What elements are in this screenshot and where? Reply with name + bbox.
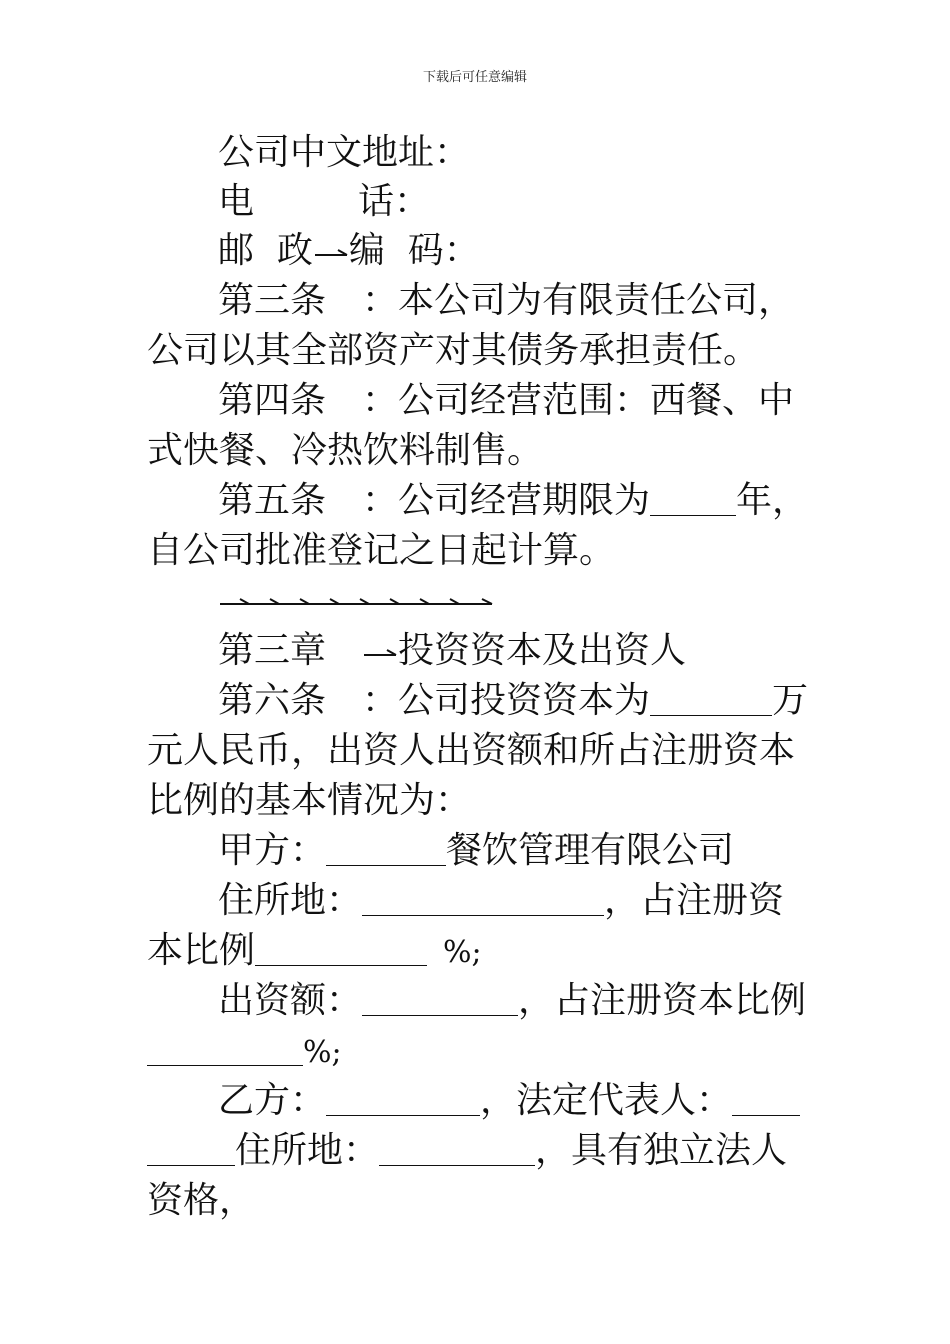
article-4-line-1 <box>218 381 808 421</box>
article-5-line-1 <box>218 481 808 521</box>
party-b-qualification-line <box>147 1181 807 1221</box>
article-4-text-2: 式快餐、冷热饮料制售。 <box>147 430 544 471</box>
article-3-text-1: ：本公司为有限责任公司， <box>362 280 795 321</box>
chapter-3-title <box>218 631 808 671</box>
term-years-blank <box>650 514 736 516</box>
article-4-text-1: ：公司经营范围：西餐、中 <box>362 380 795 421</box>
telephone-label-1: 电 <box>218 181 255 222</box>
telephone-line <box>218 182 808 222</box>
article-4-heading: 第四条 <box>218 380 327 421</box>
party-b-qualification-text: ，具有独立法人 <box>535 1130 788 1171</box>
contribution-ratio-blank <box>147 1064 303 1066</box>
article-4-line-2 <box>147 431 807 471</box>
article-5-text-2: 自公司批准登记之日起计算。 <box>147 530 616 571</box>
contribution-ratio-label: ，占注册资本比例 <box>518 980 807 1021</box>
article-5-heading: 第五条 <box>218 480 327 521</box>
article-3-heading: 第三条 <box>218 280 327 321</box>
article-3-text-2: 公司以其全部资产对其债务承担责任。 <box>147 330 760 371</box>
party-a-address-label: 住所地： <box>218 880 363 921</box>
company-address-line <box>218 133 808 173</box>
article-3-line-1 <box>218 281 808 321</box>
contribution-ratio-line <box>147 1031 807 1073</box>
legal-representative-blank-cont <box>147 1164 235 1166</box>
company-address-label: 公司中文地址： <box>218 132 471 173</box>
party-a-ratio-line <box>147 931 807 973</box>
party-b-name-blank <box>326 1114 480 1116</box>
party-b-qualification-end: 资格， <box>147 1180 256 1221</box>
party-a-ratio-label: 本比例 <box>147 930 256 971</box>
contribution-label: 出资额： <box>218 980 363 1021</box>
party-a-label: 甲方： <box>218 830 327 871</box>
party-b-address-blank <box>379 1164 535 1166</box>
article-6-line-2 <box>147 731 807 771</box>
contribution-ratio-percent: %; <box>303 1035 342 1070</box>
contribution-amount-blank <box>362 1014 518 1016</box>
article-6-text-2: 元人民币，出资人出资额和所占注册资本 <box>147 730 796 771</box>
party-a-address-blank <box>362 914 604 916</box>
article-5-text-1: ：公司经营期限为 <box>362 480 651 521</box>
postal-label-1: 邮 政 <box>218 230 313 271</box>
arrow-divider-icon <box>218 594 498 610</box>
capital-amount-blank <box>650 714 772 716</box>
party-b-label: 乙方： <box>218 1080 327 1121</box>
article-6-heading: 第六条 <box>218 680 327 721</box>
legal-representative-blank <box>732 1114 800 1116</box>
article-6-line-1 <box>218 681 808 721</box>
article-6-text-3: 比例的基本情况为： <box>147 780 472 821</box>
arrow-icon <box>362 646 398 660</box>
party-a-contribution-line <box>218 981 808 1021</box>
party-b-address-line <box>147 1131 807 1171</box>
legal-representative-label: ，法定代表人： <box>480 1080 733 1121</box>
article-5-line-2 <box>147 531 807 571</box>
party-b-address-label: 住所地： <box>235 1130 380 1171</box>
party-a-ratio-percent: %; <box>443 935 482 970</box>
party-a-ratio-blank <box>255 964 427 966</box>
postal-label-2: 编 码： <box>348 230 480 271</box>
chapter-3-name: 投资资本及出资人 <box>398 630 687 671</box>
page-header: 下载后可任意编辑 <box>422 70 527 85</box>
telephone-label-2: 话： <box>358 181 431 222</box>
postal-code-line <box>218 231 808 271</box>
arrow-divider <box>218 594 498 614</box>
party-a-company: 餐饮管理有限公司 <box>446 830 735 871</box>
article-3-line-2 <box>147 331 807 371</box>
party-b-line <box>218 1081 808 1121</box>
chapter-3-number: 第三章 <box>218 630 327 671</box>
article-6-line-3 <box>147 781 807 821</box>
arrow-icon <box>313 246 349 260</box>
party-a-share-label: ，占注册资 <box>604 880 785 921</box>
article-5-years: 年， <box>736 480 809 521</box>
party-a-address-line <box>218 881 808 921</box>
article-6-text-1: ：公司投资资本为 <box>362 680 651 721</box>
party-a-line <box>218 831 808 871</box>
article-6-unit: 万 <box>772 680 809 721</box>
party-a-name-blank <box>326 864 446 866</box>
